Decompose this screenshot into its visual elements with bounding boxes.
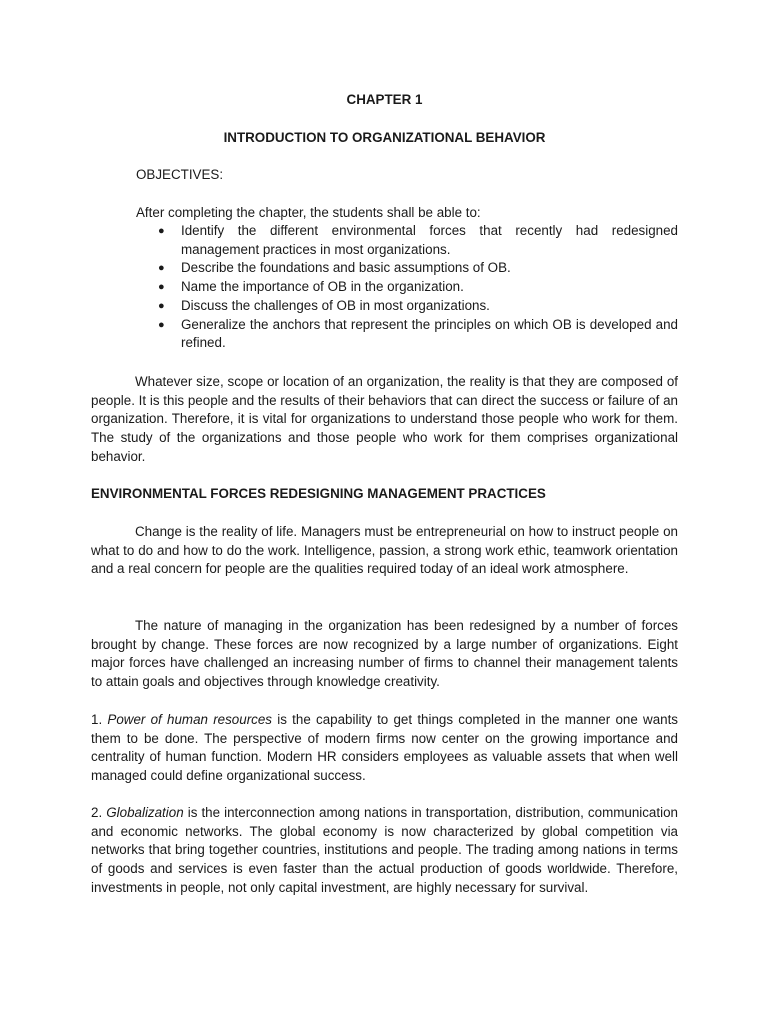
objective-text: Describe the foundations and basic assumptions of OB. bbox=[181, 260, 511, 276]
force-number: 1. bbox=[91, 712, 103, 727]
objectives-list bbox=[136, 222, 678, 353]
objective-item bbox=[136, 316, 678, 353]
intro-paragraph: Whatever size, scope or location of an organization, the reality is that they are composed of people. It is this people and the results of their behaviors that can direct the success or failure of an organization. Therefore, it is vital for organizations to understand those people who work for them. The study of the organizations and those people who work for them comprises organizational behavior. bbox=[91, 374, 678, 464]
section-paragraph-2: The nature of managing in the organization has been redesigned by a number of forces brought by change. These forces are now recognized by a large number of organizations. Eight major forces have challenged an increasing number of firms to channel their management talents to attain goals and objectives through knowledge creativity. bbox=[91, 618, 678, 690]
force-text: is the interconnection among nations in transportation, distribution, communication and economic networks. The global economy is now characterized by global competition via networks that bring together countries, institutions and people. The trading among nations in terms of goods and services is even faster than the actual production of goods worldwide. Therefore, investments in people, not only capital investment, are highly necessary for survival. bbox=[91, 805, 678, 895]
objective-text: Generalize the anchors that represent the principles on which OB is developed and refined. bbox=[181, 316, 678, 351]
force-text: is the capability to get things completed in the manner one wants them to be done. The perspective of modern firms now center on the growing importance and centrality of human function. Modern HR considers employees as valuable assets that when well managed could define organizational success. bbox=[91, 712, 679, 784]
chapter-title: INTRODUCTION TO ORGANIZATIONAL BEHAVIOR bbox=[223, 130, 546, 145]
objective-text: Identify the different environmental forces that recently had redesigned management practices in most organizations. bbox=[181, 223, 678, 257]
force-item-1 bbox=[91, 711, 678, 786]
bullet-icon: ● bbox=[158, 225, 165, 237]
objective-item bbox=[136, 297, 678, 316]
objective-text: Name the importance of OB in the organization. bbox=[181, 279, 464, 295]
force-item-2 bbox=[91, 804, 678, 898]
bullet-icon: ● bbox=[158, 299, 165, 312]
bullet-icon: ● bbox=[158, 318, 165, 331]
objective-item bbox=[136, 222, 678, 259]
force-term: Power of human resources bbox=[107, 712, 272, 727]
section-heading: ENVIRONMENTAL FORCES REDESIGNING MANAGEMENT PRACTICES bbox=[91, 486, 546, 501]
objective-item bbox=[136, 278, 678, 297]
bullet-icon: ● bbox=[158, 281, 165, 294]
objective-item bbox=[136, 259, 678, 278]
objectives-heading: OBJECTIVES: bbox=[136, 167, 224, 182]
bullet-icon: ● bbox=[158, 262, 165, 275]
objective-text: Discuss the challenges of OB in most organizations. bbox=[181, 297, 490, 313]
chapter-number: CHAPTER 1 bbox=[346, 92, 423, 107]
section-paragraph-1: Change is the reality of life. Managers must be entrepreneurial on how to instruct people on what to do and how to do the work. Intelligence, passion, a strong work ethic, teamwork orientation and a real concern for people are the qualities required today of an ideal work atmosphere. bbox=[91, 524, 678, 577]
force-term: Globalization bbox=[106, 805, 184, 820]
force-number: 2. bbox=[91, 805, 103, 820]
objectives-intro: After completing the chapter, the students shall be able to: bbox=[136, 205, 481, 220]
